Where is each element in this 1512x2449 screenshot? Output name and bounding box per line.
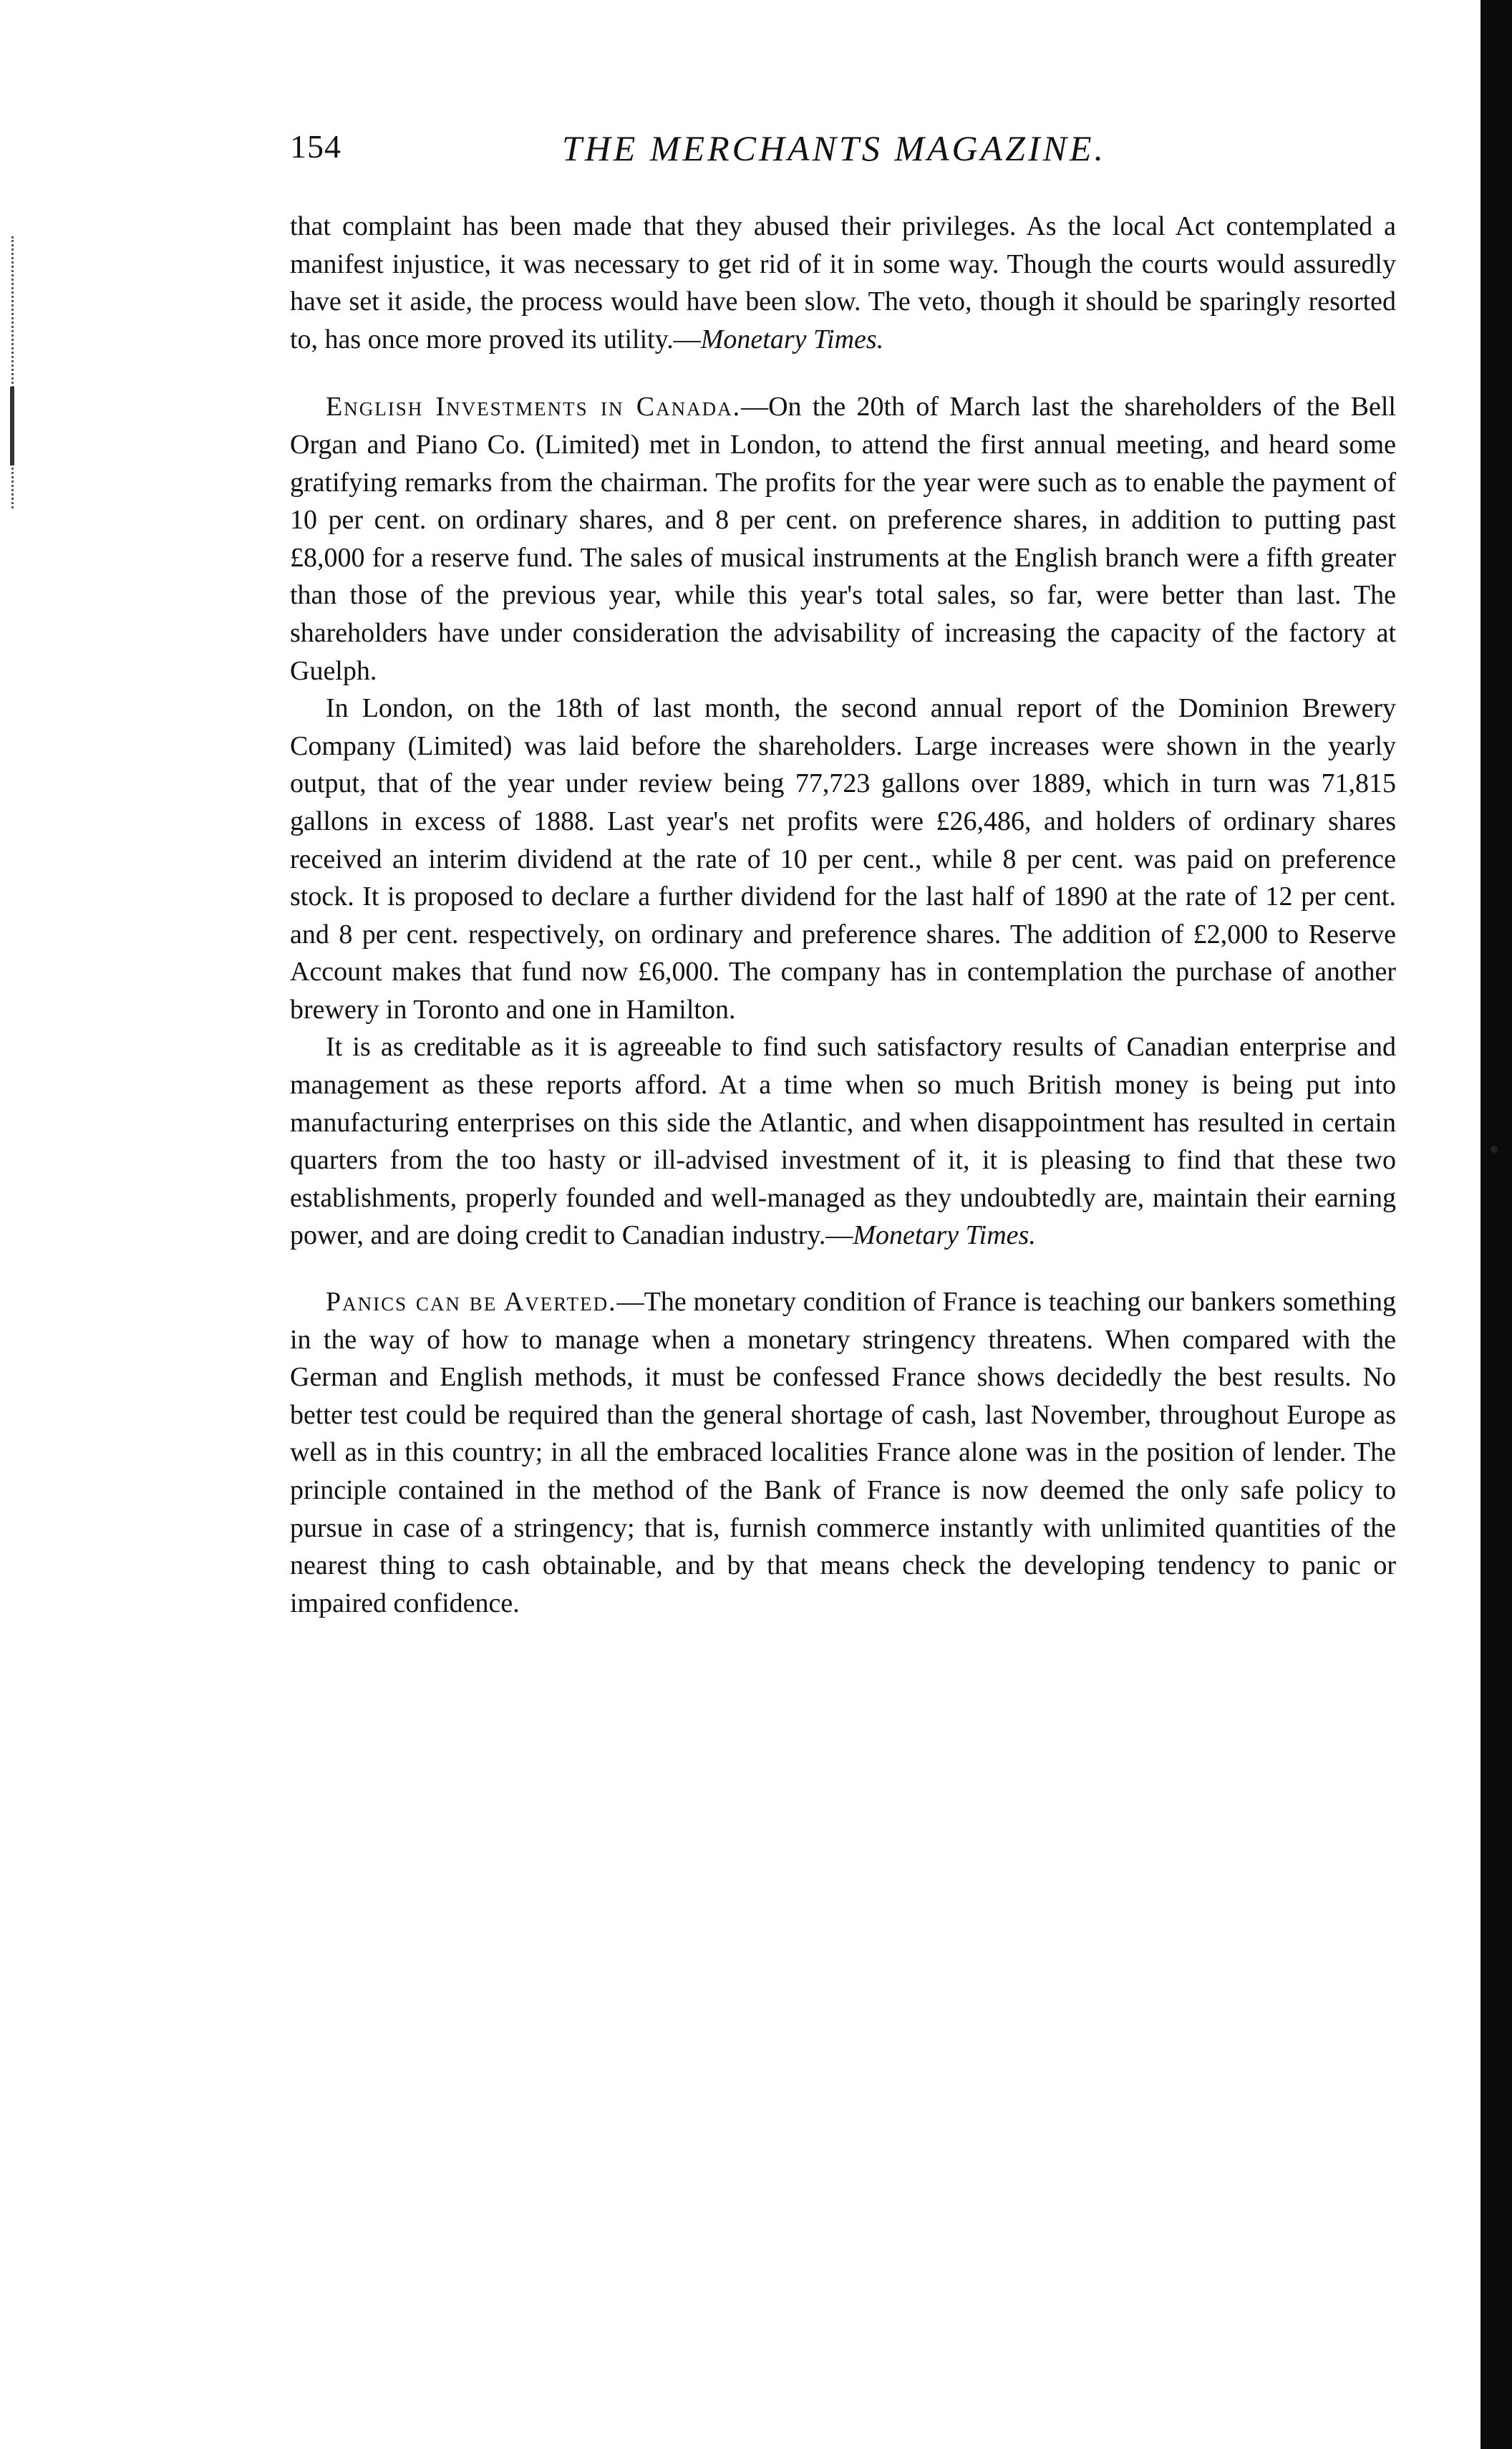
source-citation: Monetary Times. bbox=[853, 1220, 1036, 1251]
section-heading: English Investments in Canada. bbox=[326, 392, 742, 422]
scan-margin-dots bbox=[11, 236, 14, 508]
paragraph-text: —On the 20th of March last the shareholders of the Bell Organ and Piano Co. (Limited) met in London, to attend the first annual meeting, and heard some gratifying remarks from the chairman. The profits for the year were such as to enable the payment of 10 per cent. on ordinary shares, and 8 per cent. on preference shares, in addition to putting past £8,000 for a reserve fund. The sales of musical instruments at the English branch were a fifth greater than those of the previous year, while this year's total sales, so far, were better than last. The shareholders have under consideration the advisability of increasing the capacity of the factory at Guelph. bbox=[290, 392, 1396, 686]
running-head-title: THE MERCHANTS MAGAZINE. bbox=[561, 128, 1107, 168]
scan-margin-mark bbox=[10, 387, 14, 465]
paragraph-veto bbox=[290, 208, 1396, 358]
scan-dark-edge bbox=[1480, 0, 1512, 2449]
page-header bbox=[290, 127, 1378, 178]
section-heading: Panics can be Averted. bbox=[326, 1287, 617, 1318]
source-citation: Monetary Times. bbox=[700, 324, 884, 354]
paragraph-dominion-brewery bbox=[290, 690, 1396, 1028]
paragraph-panics bbox=[290, 1283, 1396, 1622]
paragraph-english-investments bbox=[290, 388, 1396, 690]
paragraph-text: —The monetary condition of France is teaching our bankers something in the way of how to manage when a monetary stringency threatens. When compared with the German and English methods, it must be confessed France shows decidedly the best results. No better test could be required than the general shortage of cash, last November, throughout Europe as well as in this country; in all the embraced localities France alone was in the position of lender. The principle contained in the method of the Bank of France is now deemed the only safe policy to pursue in case of a stringency; that is, furnish commerce instantly with unlimited quantities of the nearest thing to cash obtainable, and by that means check the developing tendency to panic or impaired confidence. bbox=[290, 1287, 1396, 1618]
article-body bbox=[290, 208, 1396, 1622]
page-number: 154 bbox=[290, 128, 341, 165]
paragraph-canadian-enterprise bbox=[290, 1028, 1396, 1255]
scan-ink-blot bbox=[1491, 1146, 1498, 1153]
paragraph-text: that complaint has been made that they abused their privileges. As the local Act contemplated a manifest injustice, it was necessary to get rid of it in some way. Though the courts would assuredly have set it aside, the process would have been slow. The veto, though it should be sparingly resorted to, has once more proved its utility.— bbox=[290, 211, 1396, 354]
paragraph-text: It is as creditable as it is agreeable to find such satisfactory results of Canadian enterprise and management as these reports afford. At a time when so much British money is being put into manufacturing enterprises on this side the Atlantic, and when disappointment has resulted in certain quarters from the too hasty or ill-advised investment of it, it is pleasing to find that these two establishments, properly founded and well-managed as they undoubtedly are, maintain their earning power, and are doing credit to Canadian industry.— bbox=[290, 1032, 1396, 1251]
paragraph-text: In London, on the 18th of last month, the second annual report of the Dominion Brewery Company (Limited) was laid before the shareholders. Large increases were shown in the yearly output, that of the year under review being 77,723 gallons over 1889, which in turn was 71,815 gallons in excess of 1888. Last year's net profits were £26,486, and holders of ordinary shares received an interim dividend at the rate of 10 per cent., while 8 per cent. was paid on preference stock. It is proposed to declare a further dividend for the last half of 1890 at the rate of 12 per cent. and 8 per cent. respectively, on ordinary and preference shares. The addition of £2,000 to Reserve Account makes that fund now £6,000. The company has in contemplation the purchase of another brewery in Toronto and one in Hamilton. bbox=[290, 693, 1396, 1025]
